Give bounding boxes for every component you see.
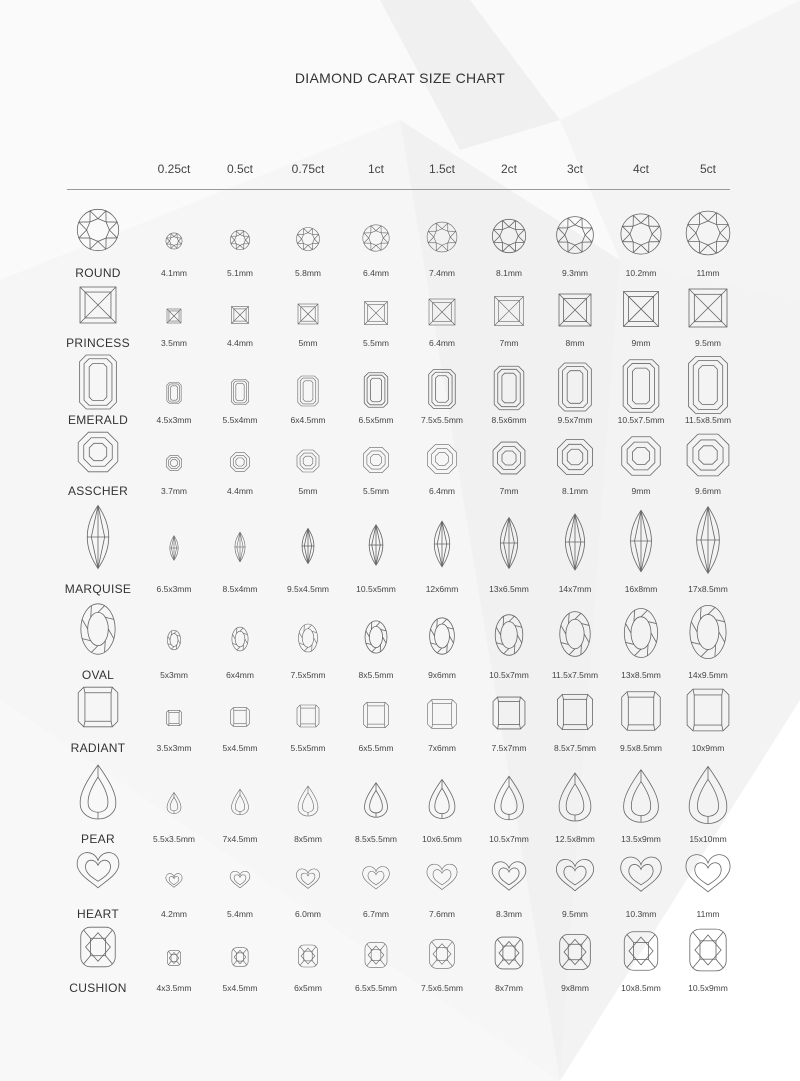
gem-shape-princess — [298, 304, 318, 324]
size-label: 8mm — [565, 338, 585, 348]
gem-shape-round — [492, 219, 525, 252]
gem-shape-marquise — [500, 518, 518, 569]
size-label: 9.5mm — [562, 909, 588, 919]
size-label: 7.6mm — [429, 909, 455, 919]
gem-shape-cushion — [232, 948, 248, 967]
gem-shape-asscher — [297, 450, 319, 472]
gem-shape-cushion — [624, 932, 657, 971]
size-label: 9mm — [631, 486, 651, 496]
gem-shape-marquise — [565, 514, 585, 570]
size-label: 7mm — [499, 486, 519, 496]
gem-shape-pear — [559, 773, 591, 821]
gem-shape-pear — [429, 780, 455, 819]
size-label: 5.4mm — [227, 909, 253, 919]
pear-cut-icon — [80, 765, 116, 819]
size-label: 9.5x7mm — [557, 415, 593, 425]
shape-name: CUSHION — [69, 981, 127, 995]
size-label: 11mm — [696, 268, 720, 278]
size-label: 5mm — [298, 486, 318, 496]
size-label: 11.5x7.5mm — [551, 670, 599, 680]
size-label: 7.5x5.5mm — [420, 415, 464, 425]
size-label: 7.5x5mm — [290, 670, 326, 680]
gem-shape-cushion — [365, 942, 387, 967]
size-label: 10.5x7mm — [489, 670, 529, 680]
size-label: 6x5.5mm — [358, 743, 394, 753]
size-label: 10.5x7.5mm — [617, 415, 665, 425]
gem-shape-heart — [686, 855, 730, 892]
size-label: 5x4.5mm — [222, 743, 258, 753]
size-label: 8x7mm — [495, 983, 523, 993]
gem-shape-heart — [556, 859, 593, 890]
gem-shape-asscher — [622, 437, 661, 476]
gem-shape-radiant — [428, 700, 457, 729]
shape-name: PEAR — [81, 832, 115, 846]
gem-shape-marquise — [696, 507, 719, 574]
carat-column-header: 0.25ct — [157, 162, 191, 176]
gem-shape-marquise — [302, 529, 314, 564]
gem-shape-pear — [495, 776, 524, 820]
size-label: 10.5x5mm — [356, 584, 396, 594]
size-label: 14x9.5mm — [688, 670, 728, 680]
size-label: 5.5x4mm — [222, 415, 258, 425]
gem-shape-asscher — [428, 445, 457, 474]
size-label: 9.6mm — [695, 486, 721, 496]
gem-shape-cushion — [560, 934, 591, 969]
carat-column-header: 0.75ct — [291, 162, 325, 176]
carat-column-header: 0.5ct — [226, 162, 253, 176]
gem-shape-princess — [365, 302, 388, 325]
gem-shape-radiant — [166, 710, 181, 725]
size-label: 8.5x5.5mm — [354, 834, 398, 844]
size-label: 4.1mm — [161, 268, 187, 278]
carat-column-header: 3ct — [566, 162, 583, 176]
gem-shape-oval — [690, 605, 726, 658]
size-label: 14x7mm — [558, 584, 592, 594]
size-label: 9.5mm — [695, 338, 721, 348]
gem-shape-radiant — [297, 705, 319, 727]
size-label: 12.5x8mm — [555, 834, 595, 844]
gem-shape-princess — [689, 289, 727, 327]
size-label: 6.5x5.5mm — [354, 983, 398, 993]
gem-shape-oval — [495, 615, 523, 656]
oval-cut-icon — [81, 604, 115, 654]
size-label: 5.5mm — [363, 338, 389, 348]
gem-shape-emerald — [364, 373, 387, 408]
shape-name: OVAL — [81, 668, 115, 682]
gem-shape-round — [230, 230, 250, 250]
gem-shape-emerald — [298, 376, 318, 406]
gem-shape-marquise — [434, 521, 450, 567]
size-label: 5.5x5mm — [290, 743, 326, 753]
gem-shape-heart — [296, 869, 319, 889]
gem-shape-pear — [624, 770, 659, 823]
gem-shape-oval — [298, 624, 317, 652]
size-label: 4.4mm — [227, 486, 253, 496]
gem-shape-oval — [430, 618, 455, 654]
size-label: 6x4.5mm — [290, 415, 326, 425]
size-label: 5.8mm — [295, 268, 321, 278]
gem-shape-oval — [365, 621, 387, 653]
size-label: 13x8.5mm — [621, 670, 661, 680]
emerald-cut-icon — [80, 355, 117, 409]
size-label: 3.7mm — [161, 486, 187, 496]
size-label: 8.3mm — [496, 909, 522, 919]
size-label: 6.7mm — [363, 909, 389, 919]
gem-shape-round — [297, 228, 320, 251]
gem-shape-oval — [167, 630, 180, 650]
gem-shape-emerald — [167, 383, 181, 404]
gem-shape-heart — [230, 871, 250, 888]
size-label: 15x10mm — [689, 834, 727, 844]
gem-shape-pear — [232, 789, 249, 815]
gem-shape-cushion — [298, 945, 317, 967]
gem-shape-pear — [689, 767, 727, 824]
size-label: 6x4mm — [226, 670, 254, 680]
gem-shape-emerald — [689, 357, 728, 414]
gem-shape-princess — [232, 307, 249, 324]
gem-shape-cushion — [167, 950, 180, 965]
page-title: DIAMOND CARAT SIZE CHART — [294, 70, 506, 86]
carat-column-header: 5ct — [699, 162, 716, 176]
size-label: 5.5x3.5mm — [152, 834, 196, 844]
gem-shape-round — [166, 233, 182, 249]
size-label: 10x9mm — [691, 743, 725, 753]
gem-shape-round — [363, 225, 389, 251]
gem-shape-round — [427, 222, 457, 252]
size-label: 9.5x8.5mm — [619, 743, 663, 753]
size-label: 4x3.5mm — [156, 983, 192, 993]
size-label: 9.5x4.5mm — [286, 584, 330, 594]
gem-shape-round — [686, 211, 730, 255]
shape-name: EMERALD — [67, 413, 129, 427]
gem-shape-asscher — [493, 442, 525, 474]
size-label: 10x8.5mm — [621, 983, 661, 993]
carat-column-header: 2ct — [500, 162, 517, 176]
gem-shape-marquise — [630, 510, 652, 571]
size-label: 6.0mm — [295, 909, 321, 919]
gem-shape-cushion — [690, 929, 726, 971]
gem-shape-heart — [621, 857, 662, 891]
size-label: 10.2mm — [625, 268, 657, 278]
size-label: 7.5x7mm — [491, 743, 527, 753]
gem-shape-radiant — [493, 697, 525, 729]
size-label: 7x6mm — [428, 743, 456, 753]
size-label: 6.4mm — [429, 486, 455, 496]
gem-shape-heart — [363, 867, 390, 890]
gem-shape-radiant — [231, 708, 250, 727]
gem-shape-pear — [365, 783, 388, 818]
size-label: 5.5mm — [363, 486, 389, 496]
gem-shape-princess — [495, 297, 524, 326]
size-label: 16x8mm — [624, 584, 658, 594]
shape-name: MARQUISE — [64, 582, 132, 596]
gem-shape-cushion — [495, 937, 523, 969]
gem-shape-emerald — [559, 363, 592, 411]
gem-shape-radiant — [687, 689, 729, 731]
gem-shape-asscher — [363, 447, 388, 472]
gem-shape-asscher — [166, 455, 181, 470]
gem-shape-emerald — [429, 370, 456, 409]
gem-shape-princess — [624, 292, 659, 327]
gem-shape-asscher — [687, 434, 729, 476]
size-label: 4.4mm — [227, 338, 253, 348]
carat-column-header: 4ct — [632, 162, 649, 176]
shape-name: HEART — [77, 907, 119, 921]
cushion-cut-icon — [81, 927, 115, 967]
gem-shape-emerald — [623, 360, 659, 413]
gem-shape-round — [621, 214, 661, 254]
gem-shape-pear — [298, 786, 318, 816]
gem-shape-marquise — [170, 536, 179, 561]
size-label: 4.2mm — [161, 909, 187, 919]
size-label: 10.5x7mm — [489, 834, 529, 844]
size-label: 7mm — [499, 338, 519, 348]
gem-shape-princess — [559, 294, 591, 326]
size-label: 10.5x9mm — [688, 983, 728, 993]
size-label: 3.5mm — [161, 338, 187, 348]
size-label: 6x5mm — [294, 983, 322, 993]
gem-shape-radiant — [363, 702, 388, 727]
gem-shape-heart — [166, 874, 182, 888]
size-label: 8.5x7.5mm — [553, 743, 597, 753]
gem-shape-asscher — [231, 453, 250, 472]
gem-shape-emerald — [494, 366, 524, 410]
size-label: 17x8.5mm — [688, 584, 728, 594]
size-label: 12x6mm — [425, 584, 459, 594]
size-label: 10x6.5mm — [422, 834, 462, 844]
size-label: 7.5x6.5mm — [420, 983, 464, 993]
size-label: 8x5.5mm — [358, 670, 394, 680]
size-label: 9.3mm — [562, 268, 588, 278]
size-label: 6.5x5mm — [358, 415, 394, 425]
size-label: 6.4mm — [429, 338, 455, 348]
asscher-cut-icon — [78, 432, 118, 472]
gem-shape-heart — [427, 864, 457, 889]
size-label: 11.5x8.5mm — [684, 415, 732, 425]
size-label: 6.5x3mm — [156, 584, 192, 594]
size-label: 8.1mm — [562, 486, 588, 496]
size-label: 8.5x4mm — [222, 584, 258, 594]
carat-column-header: 1.5ct — [428, 162, 455, 176]
size-label: 13x6.5mm — [489, 584, 529, 594]
gem-shape-pear — [167, 793, 181, 814]
gem-shape-marquise — [369, 525, 383, 565]
size-label: 11mm — [696, 909, 720, 919]
size-label: 9x8mm — [561, 983, 589, 993]
gem-shape-princess — [429, 299, 455, 325]
heart-cut-icon — [77, 853, 119, 888]
gem-shape-oval — [232, 627, 248, 651]
size-label: 5mm — [298, 338, 318, 348]
gem-shape-asscher — [557, 439, 592, 474]
size-label: 9mm — [631, 338, 651, 348]
size-label: 5.1mm — [227, 268, 253, 278]
shape-name: RADIANT — [70, 741, 126, 755]
marquise-cut-icon — [87, 506, 109, 569]
princess-cut-icon — [80, 287, 116, 323]
size-label: 6.4mm — [363, 268, 389, 278]
shape-name: ROUND — [75, 266, 121, 280]
gem-shape-heart — [492, 862, 526, 890]
gem-shape-oval — [560, 612, 590, 657]
gem-shape-princess — [167, 309, 181, 323]
size-label: 3.5x3mm — [156, 743, 192, 753]
size-label: 7x4.5mm — [222, 834, 258, 844]
carat-column-header: 1ct — [367, 162, 384, 176]
gem-shape-emerald — [231, 379, 248, 405]
gem-shape-round — [557, 217, 594, 254]
size-label: 10.3mm — [625, 909, 657, 919]
gem-shape-radiant — [622, 692, 661, 731]
size-label: 4.5x3mm — [156, 415, 192, 425]
size-label: 7.4mm — [429, 268, 455, 278]
size-label: 5x4.5mm — [222, 983, 258, 993]
size-label: 13.5x9mm — [621, 834, 661, 844]
shape-name: PRINCESS — [66, 336, 130, 350]
size-label: 8x5mm — [294, 834, 322, 844]
gem-shape-oval — [624, 609, 657, 658]
shape-name: ASSCHER — [67, 484, 129, 498]
radiant-cut-icon — [78, 687, 118, 727]
gem-shape-radiant — [557, 694, 592, 729]
size-label: 8.5x6mm — [491, 415, 527, 425]
size-label: 5x3mm — [160, 670, 188, 680]
size-label: 8.1mm — [496, 268, 522, 278]
round-brilliant-icon — [77, 209, 118, 250]
size-label: 9x6mm — [428, 670, 456, 680]
gem-shape-cushion — [430, 940, 455, 969]
gem-shape-marquise — [235, 532, 245, 562]
